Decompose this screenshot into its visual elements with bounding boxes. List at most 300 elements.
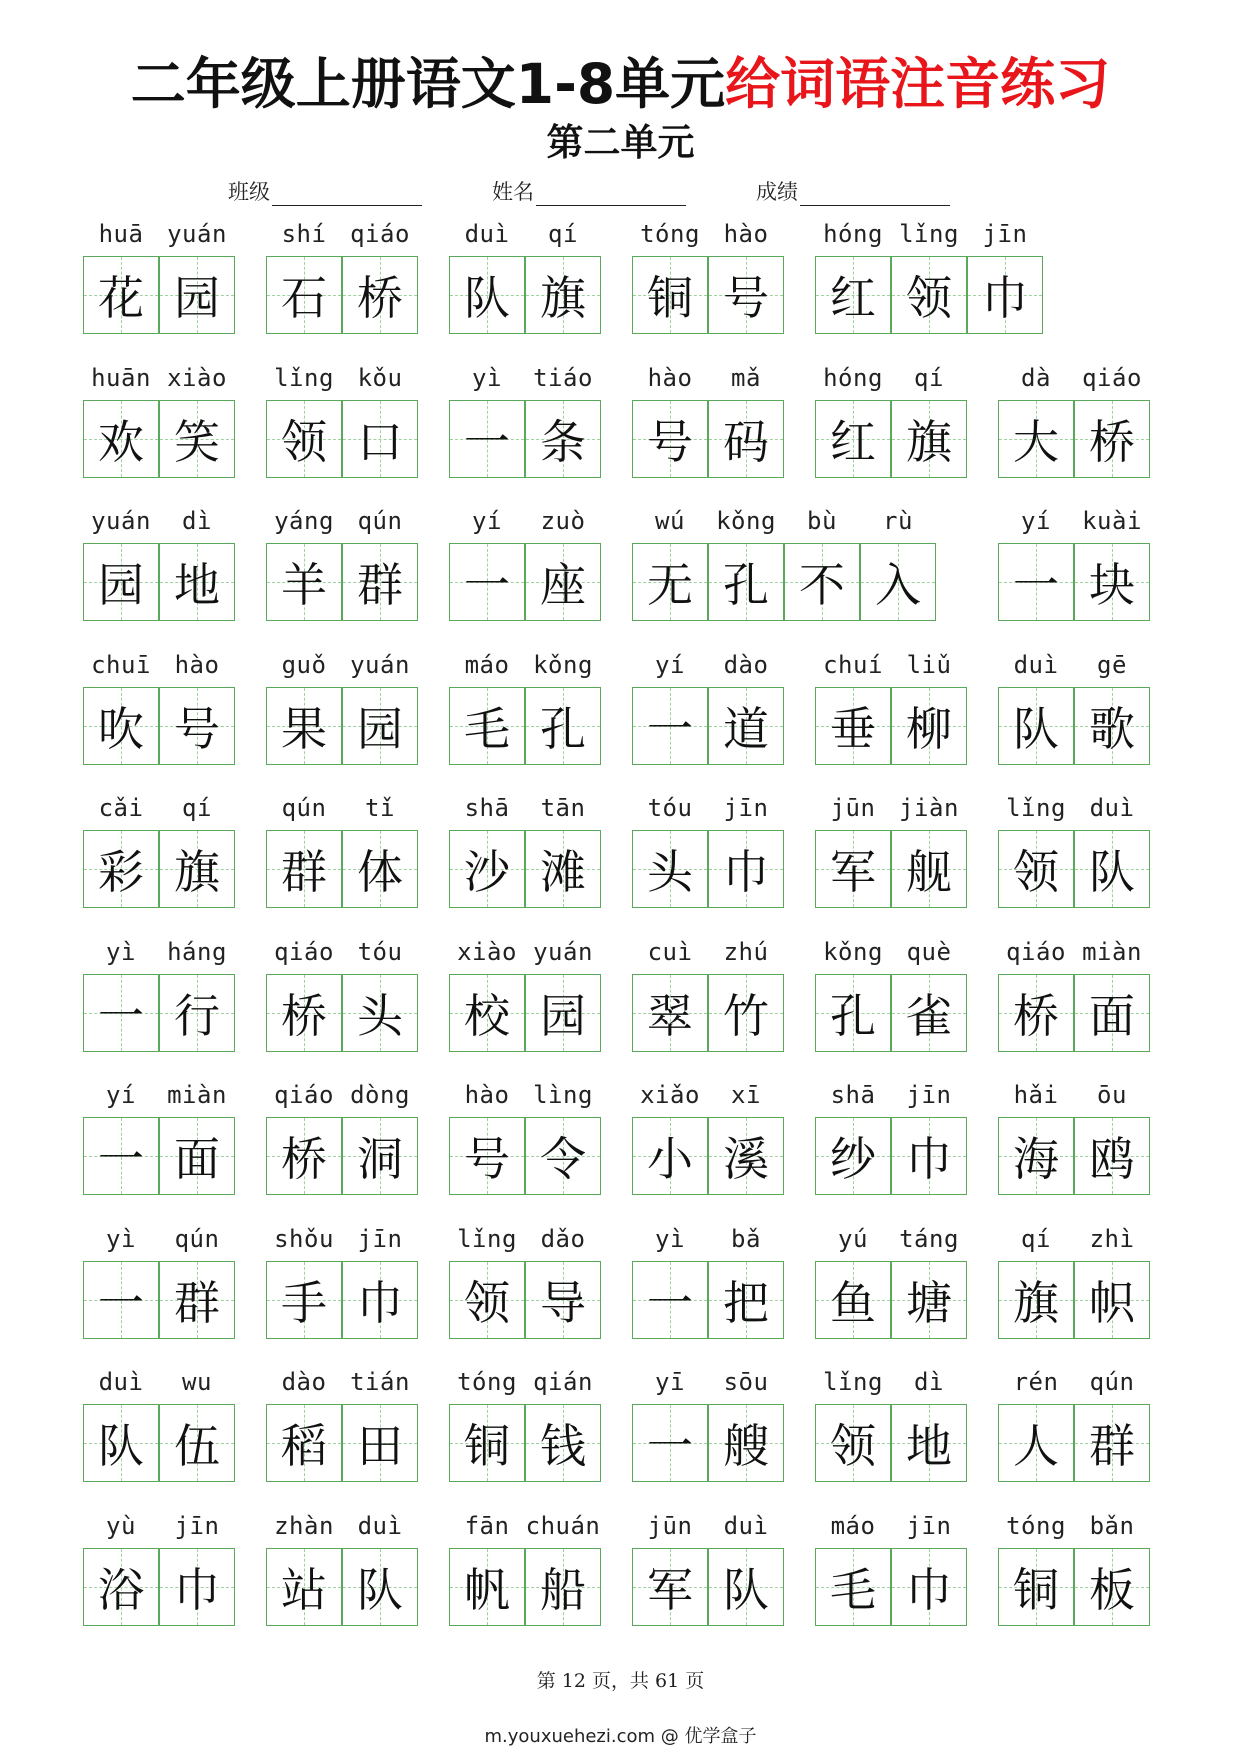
- tianzige-cell: [342, 1404, 418, 1482]
- pinyin-label: duì: [1089, 794, 1135, 822]
- tianzige-cell: [815, 400, 891, 478]
- hanzi-character: 一: [98, 1132, 144, 1186]
- tianzige-cell: [632, 1548, 708, 1626]
- word-group: [83, 1368, 235, 1484]
- pinyin-label: hóng: [823, 363, 883, 392]
- hanzi-character: 钱: [540, 1419, 586, 1473]
- tianzige-cell: [708, 1548, 784, 1626]
- hanzi-character: 伍: [174, 1419, 220, 1473]
- hanzi-character: 塘: [906, 1275, 952, 1330]
- tianzige-cell: [815, 1548, 891, 1626]
- pinyin-label: chuán: [525, 1511, 601, 1540]
- word-group: [83, 1512, 235, 1628]
- tianzige-cell: [342, 256, 418, 334]
- hanzi-character: 领: [830, 1419, 876, 1473]
- tianzige-cell: [1074, 400, 1150, 478]
- hanzi-character: 浴: [98, 1562, 144, 1617]
- word-group: [83, 1225, 235, 1341]
- hanzi-character: 板: [1089, 1562, 1135, 1617]
- tianzige-cell: [998, 1117, 1074, 1195]
- pinyin-label: miàn: [1082, 937, 1142, 966]
- pinyin-label: jīn: [982, 220, 1028, 248]
- hanzi-character: 导: [540, 1275, 586, 1330]
- pinyin-label: chuī: [91, 650, 151, 679]
- word-group: [815, 1081, 967, 1197]
- tianzige-cell: [891, 687, 967, 765]
- tianzige-cell: [342, 1117, 418, 1195]
- pinyin-label: xiǎo: [640, 1081, 700, 1109]
- title-red-part: 给词语注音练习: [725, 52, 1111, 116]
- pinyin-label: yí: [1021, 507, 1051, 535]
- hanzi-character: 号: [647, 414, 693, 469]
- word-group: [815, 651, 967, 767]
- tianzige-cell: [1074, 543, 1150, 621]
- pinyin-label: duì: [464, 220, 510, 248]
- pinyin-label: mǎ: [731, 363, 761, 392]
- tianzige-cell: [83, 830, 159, 908]
- hanzi-character: 队: [357, 1562, 403, 1617]
- hanzi-character: 手: [281, 1275, 327, 1330]
- hanzi-character: 桥: [1013, 988, 1059, 1043]
- word-group: [449, 507, 601, 623]
- tianzige-cell: [449, 400, 525, 478]
- tianzige-cell: [1074, 830, 1150, 908]
- pinyin-label: lìng: [533, 1081, 593, 1109]
- word-group: [449, 1368, 601, 1484]
- pinyin-label: xiào: [167, 363, 227, 392]
- word-group: [266, 938, 418, 1054]
- pinyin-label: tóu: [647, 794, 693, 822]
- hanzi-character: 一: [98, 1275, 144, 1330]
- pinyin-label: tóng: [640, 220, 700, 248]
- hanzi-character: 桥: [281, 988, 327, 1043]
- pinyin-label: bǎn: [1089, 1511, 1135, 1540]
- word-group: [449, 1225, 601, 1341]
- hanzi-character: 群: [174, 1275, 220, 1330]
- tianzige-cell: [815, 687, 891, 765]
- hanzi-character: 军: [647, 1562, 693, 1617]
- hanzi-character: 旗: [174, 845, 220, 899]
- word-group: [632, 507, 936, 623]
- pinyin-label: duì: [723, 1511, 769, 1540]
- hanzi-character: 一: [1013, 558, 1059, 612]
- hanzi-character: 舰: [906, 845, 952, 899]
- word-group: [632, 1368, 784, 1484]
- hanzi-character: 巾: [174, 1562, 220, 1617]
- hanzi-character: 稻: [281, 1419, 327, 1473]
- hanzi-character: 一: [98, 988, 144, 1043]
- pinyin-label: qí: [1021, 1224, 1051, 1253]
- pinyin-label: dào: [281, 1368, 327, 1396]
- hanzi-character: 欢: [98, 414, 144, 469]
- hanzi-character: 孔: [723, 558, 769, 612]
- pinyin-label: gē: [1097, 650, 1127, 679]
- hanzi-character: 旗: [540, 271, 586, 325]
- pinyin-label: shí: [281, 220, 327, 248]
- hanzi-character: 头: [647, 845, 693, 899]
- tianzige-cell: [449, 687, 525, 765]
- hanzi-character: 毛: [464, 701, 510, 756]
- word-group: [815, 1225, 967, 1341]
- hanzi-character: 铜: [464, 1419, 510, 1473]
- name-label: 姓名: [492, 180, 534, 204]
- tianzige-cell: [998, 1404, 1074, 1482]
- tianzige-cell: [266, 1404, 342, 1482]
- tianzige-cell: [159, 1117, 235, 1195]
- hanzi-character: 园: [540, 988, 586, 1043]
- hanzi-character: 体: [357, 845, 403, 899]
- pinyin-label: tóng: [457, 1368, 517, 1396]
- hanzi-character: 大: [1013, 414, 1059, 469]
- hanzi-character: 无: [647, 558, 693, 612]
- hanzi-character: 歌: [1089, 701, 1135, 756]
- pinyin-label: yí: [106, 1081, 136, 1109]
- word-group: [998, 651, 1150, 767]
- pinyin-label: duì: [98, 1368, 144, 1396]
- score-label: 成绩: [756, 180, 798, 204]
- pinyin-label: jīn: [723, 794, 769, 822]
- tianzige-cell: [632, 974, 708, 1052]
- pinyin-label: qún: [281, 794, 327, 822]
- hanzi-character: 一: [647, 1275, 693, 1330]
- pinyin-label: hào: [647, 363, 693, 392]
- tianzige-cell: [815, 830, 891, 908]
- tianzige-cell: [449, 1117, 525, 1195]
- tianzige-cell: [159, 400, 235, 478]
- word-group: [998, 938, 1150, 1054]
- word-group: [83, 364, 235, 480]
- pinyin-label: bù: [807, 507, 837, 535]
- hanzi-character: 巾: [906, 1562, 952, 1617]
- tianzige-cell: [998, 1261, 1074, 1339]
- pinyin-label: yuán: [167, 220, 227, 248]
- pinyin-label: yú: [838, 1224, 868, 1253]
- pinyin-label: lǐng: [274, 363, 334, 392]
- word-group: [998, 1512, 1150, 1628]
- hanzi-character: 果: [281, 701, 327, 756]
- word-group: [815, 364, 967, 480]
- tianzige-cell: [342, 974, 418, 1052]
- pinyin-label: wu: [182, 1368, 212, 1396]
- hanzi-character: 号: [723, 271, 769, 325]
- pinyin-label: tiáo: [533, 363, 593, 392]
- tianzige-cell: [83, 1117, 159, 1195]
- hanzi-character: 沙: [464, 845, 510, 899]
- tianzige-cell: [83, 400, 159, 478]
- tianzige-cell: [525, 1404, 601, 1482]
- hanzi-character: 人: [1013, 1419, 1059, 1473]
- pinyin-label: yì: [106, 1224, 136, 1253]
- tianzige-cell: [266, 687, 342, 765]
- pinyin-label: què: [906, 937, 952, 966]
- pinyin-label: qián: [533, 1368, 593, 1396]
- hanzi-character: 一: [647, 701, 693, 756]
- hanzi-character: 地: [906, 1419, 952, 1473]
- tianzige-cell: [1074, 1261, 1150, 1339]
- tianzige-cell: [1074, 1548, 1150, 1626]
- hanzi-character: 一: [464, 414, 510, 469]
- word-group: [632, 364, 784, 480]
- tianzige-cell: [860, 543, 936, 621]
- word-group: [998, 1225, 1150, 1341]
- tianzige-cell: [266, 256, 342, 334]
- pinyin-label: qí: [914, 363, 944, 392]
- tianzige-cell: [159, 1404, 235, 1482]
- pinyin-label: dì: [182, 507, 212, 535]
- pinyin-label: qiáo: [1082, 363, 1142, 392]
- unit-subtitle: 第二单元: [546, 121, 695, 164]
- hanzi-character: 队: [723, 1562, 769, 1617]
- tianzige-cell: [525, 400, 601, 478]
- pinyin-label: xiào: [457, 937, 517, 966]
- pinyin-label: tān: [540, 794, 586, 822]
- word-group: [632, 1081, 784, 1197]
- pinyin-label: shā: [830, 1081, 876, 1109]
- pinyin-label: tǐ: [365, 794, 395, 822]
- tianzige-cell: [632, 400, 708, 478]
- word-group: [266, 651, 418, 767]
- pinyin-label: qiáo: [274, 937, 334, 966]
- tianzige-cell: [449, 1404, 525, 1482]
- pinyin-label: hào: [723, 220, 769, 248]
- hanzi-character: 铜: [1013, 1562, 1059, 1617]
- tianzige-cell: [342, 687, 418, 765]
- tianzige-cell: [632, 256, 708, 334]
- hanzi-character: 领: [1013, 845, 1059, 899]
- pinyin-label: ōu: [1097, 1081, 1127, 1109]
- pinyin-label: jīn: [357, 1224, 403, 1253]
- word-group: [449, 220, 601, 336]
- pinyin-label: yī: [655, 1368, 685, 1396]
- tianzige-cell: [632, 1117, 708, 1195]
- tianzige-cell: [159, 1548, 235, 1626]
- pinyin-label: jīn: [174, 1511, 220, 1540]
- pinyin-label: jūn: [647, 1511, 693, 1540]
- hanzi-character: 雀: [906, 988, 952, 1043]
- word-group: [266, 220, 418, 336]
- pinyin-label: dǎo: [540, 1224, 586, 1253]
- hanzi-character: 羊: [281, 558, 327, 612]
- tianzige-cell: [342, 543, 418, 621]
- hanzi-character: 领: [464, 1275, 510, 1330]
- hanzi-character: 群: [1089, 1419, 1135, 1473]
- word-group: [266, 794, 418, 910]
- hanzi-character: 小: [647, 1132, 693, 1186]
- tianzige-cell: [1074, 974, 1150, 1052]
- tianzige-cell: [891, 1548, 967, 1626]
- word-group: [266, 1081, 418, 1197]
- tianzige-cell: [708, 974, 784, 1052]
- tianzige-cell: [891, 1117, 967, 1195]
- tianzige-cell: [815, 1261, 891, 1339]
- tianzige-cell: [708, 1117, 784, 1195]
- tianzige-cell: [708, 1404, 784, 1482]
- pinyin-label: wú: [655, 507, 685, 535]
- tianzige-cell: [632, 543, 708, 621]
- tianzige-cell: [708, 256, 784, 334]
- word-group: [632, 938, 784, 1054]
- tianzige-cell: [159, 543, 235, 621]
- tianzige-cell: [998, 974, 1074, 1052]
- tianzige-cell: [708, 543, 784, 621]
- pinyin-label: lǐng: [457, 1224, 517, 1253]
- hanzi-character: 桥: [1089, 414, 1135, 469]
- tianzige-cell: [159, 974, 235, 1052]
- tianzige-cell: [784, 543, 860, 621]
- hanzi-character: 行: [174, 988, 220, 1043]
- tianzige-cell: [159, 1261, 235, 1339]
- hanzi-character: 面: [1089, 988, 1135, 1043]
- word-group: [815, 794, 967, 910]
- word-group: [632, 1512, 784, 1628]
- hanzi-character: 竹: [723, 988, 769, 1043]
- tianzige-cell: [632, 1404, 708, 1482]
- pinyin-label: dòng: [350, 1081, 410, 1109]
- hanzi-character: 群: [357, 558, 403, 612]
- pinyin-label: háng: [167, 937, 227, 966]
- hanzi-character: 入: [875, 558, 921, 612]
- tianzige-cell: [708, 1261, 784, 1339]
- pinyin-label: lǐng: [1006, 794, 1066, 822]
- word-group: [998, 1368, 1150, 1484]
- hanzi-character: 道: [723, 701, 769, 756]
- pinyin-label: yí: [472, 507, 502, 535]
- site-watermark: m.youxuehezi.com @ 优学盒子: [484, 1726, 757, 1747]
- pinyin-label: zhì: [1089, 1224, 1135, 1253]
- word-group: [998, 794, 1150, 910]
- pinyin-label: lǐng: [823, 1368, 883, 1396]
- word-group: [632, 1225, 784, 1341]
- hanzi-character: 巾: [357, 1275, 403, 1330]
- tianzige-cell: [1074, 687, 1150, 765]
- tianzige-cell: [342, 1548, 418, 1626]
- word-group: [449, 1081, 601, 1197]
- hanzi-character: 铜: [647, 271, 693, 325]
- hanzi-character: 口: [357, 414, 403, 469]
- hanzi-character: 领: [281, 414, 327, 469]
- hanzi-character: 巾: [906, 1132, 952, 1186]
- hanzi-character: 孔: [830, 988, 876, 1043]
- word-group: [998, 364, 1150, 480]
- pinyin-label: jiàn: [899, 794, 959, 822]
- word-group: [83, 651, 235, 767]
- tianzige-cell: [815, 1117, 891, 1195]
- tianzige-cell: [83, 1404, 159, 1482]
- pinyin-label: kǒng: [533, 650, 593, 679]
- hanzi-character: 地: [174, 558, 220, 612]
- hanzi-character: 笑: [174, 414, 220, 469]
- pinyin-label: guǒ: [281, 650, 327, 679]
- tianzige-cell: [266, 830, 342, 908]
- tianzige-cell: [891, 830, 967, 908]
- word-group: [449, 364, 601, 480]
- hanzi-character: 柳: [906, 701, 952, 756]
- hanzi-character: 毛: [830, 1562, 876, 1617]
- tianzige-cell: [891, 974, 967, 1052]
- word-group: [83, 1081, 235, 1197]
- pinyin-label: qí: [182, 794, 212, 822]
- word-group: [632, 220, 784, 336]
- word-group: [266, 364, 418, 480]
- hanzi-character: 海: [1013, 1132, 1059, 1186]
- pinyin-label: duì: [1013, 650, 1059, 679]
- pinyin-label: kǒu: [357, 363, 403, 392]
- word-group: [815, 1512, 967, 1628]
- tianzige-cell: [266, 1117, 342, 1195]
- tianzige-cell: [83, 687, 159, 765]
- hanzi-character: 群: [281, 845, 327, 899]
- hanzi-character: 溪: [723, 1132, 769, 1186]
- pinyin-label: yì: [106, 937, 136, 966]
- hanzi-character: 旗: [906, 414, 952, 469]
- pinyin-label: kuài: [1082, 507, 1142, 535]
- pinyin-label: bǎ: [731, 1224, 761, 1253]
- tianzige-cell: [891, 1404, 967, 1482]
- tianzige-cell: [342, 830, 418, 908]
- tianzige-cell: [998, 687, 1074, 765]
- tianzige-cell: [1074, 1404, 1150, 1482]
- hanzi-character: 园: [357, 701, 403, 756]
- hanzi-character: 纱: [830, 1132, 876, 1186]
- pinyin-label: hào: [464, 1081, 510, 1109]
- tianzige-cell: [83, 974, 159, 1052]
- word-group: [83, 938, 235, 1054]
- pinyin-label: zhàn: [274, 1511, 334, 1540]
- word-group: [266, 1512, 418, 1628]
- pinyin-label: yuán: [350, 650, 410, 679]
- tianzige-cell: [266, 400, 342, 478]
- hanzi-character: 红: [830, 414, 876, 469]
- pinyin-label: qiáo: [274, 1081, 334, 1109]
- hanzi-character: 队: [464, 271, 510, 325]
- title-black-part: 二年级上册语文1-8单元: [130, 52, 726, 116]
- hanzi-character: 吹: [98, 701, 144, 756]
- word-group: [632, 651, 784, 767]
- tianzige-cell: [632, 1261, 708, 1339]
- hanzi-character: 桥: [357, 271, 403, 325]
- pinyin-label: tóng: [1006, 1511, 1066, 1540]
- pinyin-label: dì: [914, 1368, 944, 1396]
- pinyin-label: yì: [472, 363, 502, 392]
- word-group: [266, 1368, 418, 1484]
- hanzi-character: 巾: [982, 271, 1028, 325]
- word-group: [266, 1225, 418, 1341]
- tianzige-cell: [998, 1548, 1074, 1626]
- pinyin-label: dà: [1021, 363, 1051, 392]
- tianzige-cell: [891, 400, 967, 478]
- hanzi-character: 领: [906, 271, 952, 325]
- hanzi-character: 洞: [357, 1132, 403, 1186]
- hanzi-character: 块: [1089, 558, 1135, 612]
- hanzi-character: 船: [540, 1562, 586, 1617]
- tianzige-cell: [525, 1261, 601, 1339]
- tianzige-cell: [1074, 1117, 1150, 1195]
- tianzige-cell: [998, 400, 1074, 478]
- tianzige-cell: [891, 1261, 967, 1339]
- tianzige-cell: [815, 1404, 891, 1482]
- tianzige-cell: [815, 256, 891, 334]
- hanzi-character: 园: [174, 271, 220, 325]
- pinyin-label: yáng: [274, 507, 334, 535]
- tianzige-cell: [449, 1261, 525, 1339]
- hanzi-character: 艘: [723, 1419, 769, 1473]
- hanzi-character: 码: [723, 414, 769, 469]
- tianzige-cell: [83, 543, 159, 621]
- hanzi-character: 帜: [1089, 1275, 1135, 1330]
- tianzige-cell: [266, 974, 342, 1052]
- pinyin-label: jūn: [830, 794, 876, 822]
- hanzi-character: 帆: [464, 1562, 510, 1617]
